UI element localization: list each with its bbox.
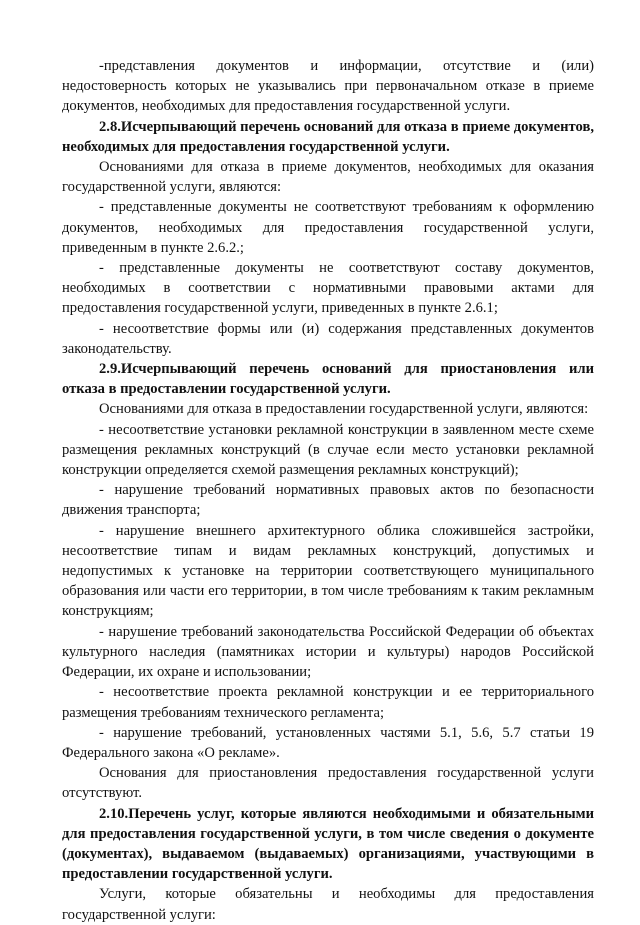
list-item-requirements-mismatch: - представленные документы не соответствуют требованиям к оформлению документов, необходимых для предоставления государственной услуги, приведенным в пункте 2.6.2.;: [62, 199, 594, 256]
list-item-advertising-law: - нарушение требований, установленных частями 5.1, 5.6, 5.7 статьи 19 Федерального закона «О рекламе».: [62, 724, 594, 761]
list-item-composition-mismatch: - представленные документы не соответствуют составу документов, необходимых в соответствии с нормативными правовыми актами для предоставления государственной услуги, приведенных в пункте 2.6.1;: [62, 260, 594, 317]
section-heading-2-10: 2.10.Перечень услуг, которые являются необходимыми и обязательными для предоставления государственной услуги, в том числе сведения о документе (документах), выдаваемом (выдаваемых) организациями, участвующими в предоставлении государственной услуги.: [62, 805, 594, 883]
list-item-placement-scheme: - несоответствие установки рекламной конструкции в заявленном месте схеме размещения рекламных конструкций (в случае если место установки рекламной конструкции определяется схемой размещения рекламных конструкций);: [62, 421, 594, 479]
paragraph-documents-refusal-continuation: -представления документов и информации, отсутствие и (или) недостоверность которых не указывались при первоначальном отказе в приеме документов, необходимых для предоставления государственной услуги.: [62, 58, 594, 115]
paragraph-required-services-intro: Услуги, которые обязательны и необходимы для предоставления государственной услуги:: [62, 886, 594, 923]
list-item-legislation-mismatch: - несоответствие формы или (и) содержания представленных документов законодательству.: [62, 320, 594, 357]
list-item-traffic-safety: - нарушение требований нормативных правовых актов по безопасности движения транспорта;: [62, 482, 594, 519]
list-item-architectural-appearance: - нарушение внешнего архитектурного облика сложившейся застройки, несоответствие типам и видам рекламных конструкций, допустимых и недопустимых к установке на территории соответствующего муниципального образования или части его территории, в том числе требованиям к таким рекламным конструкциям;: [62, 522, 594, 620]
paragraph-refusal-grounds-intro: Основаниями для отказа в приеме документов, необходимых для оказания государственной услуги, являются:: [62, 159, 594, 196]
list-item-cultural-heritage: - нарушение требований законодательства Российской Федерации об объектах культурного наследия (памятниках истории и культуры) народов Российской Федерации, их охране и использовании;: [62, 623, 594, 681]
paragraph-suspension-grounds: Основания для приостановления предоставления государственной услуги отсутствуют.: [62, 765, 594, 802]
paragraph-service-refusal-intro: Основаниями для отказа в предоставлении государственной услуги, являются:: [99, 401, 589, 418]
list-item-technical-regulation: - несоответствие проекта рекламной конструкции и ее территориального размещения требованиям технического регламента;: [62, 684, 594, 721]
section-heading-2-8: 2.8.Исчерпывающий перечень оснований для отказа в приеме документов, необходимых для предоставления государственной услуги.: [62, 118, 594, 155]
section-heading-2-9: 2.9.Исчерпывающий перечень оснований для приостановления или отказа в предоставлении государственной услуги.: [62, 361, 594, 398]
